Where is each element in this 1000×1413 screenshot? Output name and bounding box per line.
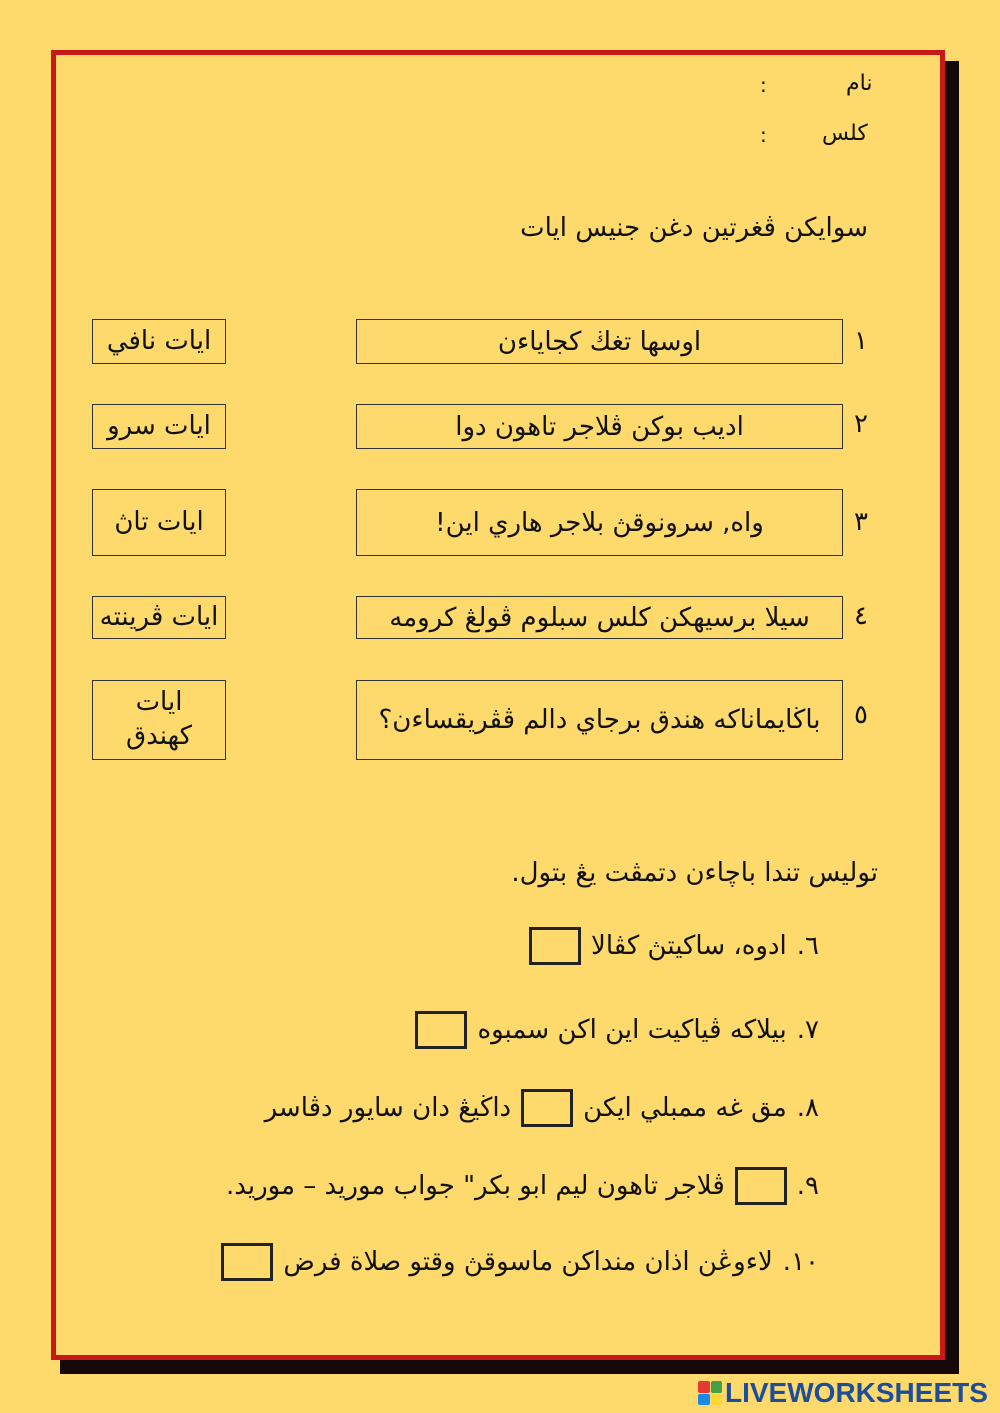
sentence-box-4: سيلا برسيهكن كلس سبلوم ڤولڠ كرومه	[356, 596, 843, 639]
name-label: نام	[846, 71, 873, 96]
sentence-box-2: اديب بوكن ڤلاجر تاهون دوا	[356, 404, 843, 449]
answer-input-box[interactable]	[521, 1089, 573, 1127]
question-text-after: داڬيڠ دان سايور دڤاسر	[264, 1093, 512, 1123]
answer-box-3[interactable]: ايات تاڽ	[92, 489, 226, 556]
answer-input-box[interactable]	[221, 1243, 273, 1281]
item-number: ٣	[854, 507, 868, 537]
question-text: لاءوڠن اذان منداكن ماسوقڽ وقتو صلاة فرض	[283, 1247, 773, 1277]
sentence-box-3: واه, سرونوقڽ بلاجر هاري اين!	[356, 489, 843, 556]
question-8	[265, 1089, 819, 1127]
item-number: ٢	[854, 409, 868, 439]
answer-input-box[interactable]	[415, 1011, 467, 1049]
item-number: ٥	[854, 700, 868, 730]
question-text: ڤلاجر تاهون ليم ابو بكر" جواب موريد – موريد.	[225, 1171, 725, 1201]
worksheet-page	[51, 50, 945, 1360]
item-number: ١	[854, 326, 868, 356]
question-9	[226, 1167, 819, 1205]
liveworksheets-brand	[698, 1378, 988, 1408]
liveworksheets-logo-icon	[698, 1381, 722, 1405]
class-colon: :	[760, 123, 767, 147]
answer-box-5[interactable]: ايات كهندق	[92, 680, 226, 760]
sentence-box-1: اوسها تغڬ كجاياءن	[356, 319, 843, 364]
class-label: كلس	[822, 121, 868, 146]
question-text-before: مق غه ممبلي ايكن	[583, 1093, 787, 1123]
question-number: ١٠.	[782, 1247, 819, 1277]
sentence-box-5: باڬايماناكه هندق برجاي دالم ڤڤريقساءن؟	[356, 680, 843, 760]
question-text: بيلاكه ڤياكيت اين اكن سمبوه	[477, 1015, 787, 1045]
name-colon: :	[760, 73, 767, 97]
question-number: ٦.	[796, 931, 819, 961]
brand-text: LIVEWORKSHEETS	[725, 1377, 988, 1408]
item-number: ٤	[854, 601, 868, 631]
answer-box-4[interactable]: ايات ڤرينته	[92, 596, 226, 639]
question-number: ٧.	[796, 1015, 819, 1045]
answer-box-1[interactable]: ايات نافي	[92, 319, 226, 364]
answer-input-box[interactable]	[735, 1167, 787, 1205]
section1-instruction: سوايكن ڤغرتين دغن جنيس ايات	[520, 213, 868, 243]
question-number: ٨.	[796, 1093, 819, 1123]
question-10	[221, 1243, 819, 1281]
question-6	[529, 927, 819, 965]
section2-instruction: توليس تندا باچاءن دتمڤت يڠ بتول.	[511, 858, 878, 888]
answer-input-box[interactable]	[529, 927, 581, 965]
question-7	[415, 1011, 819, 1049]
question-number: ٩.	[796, 1171, 819, 1201]
question-text: ادوه، ساكيتڽ كڤالا	[591, 931, 787, 961]
answer-box-2[interactable]: ايات سرو	[92, 404, 226, 449]
